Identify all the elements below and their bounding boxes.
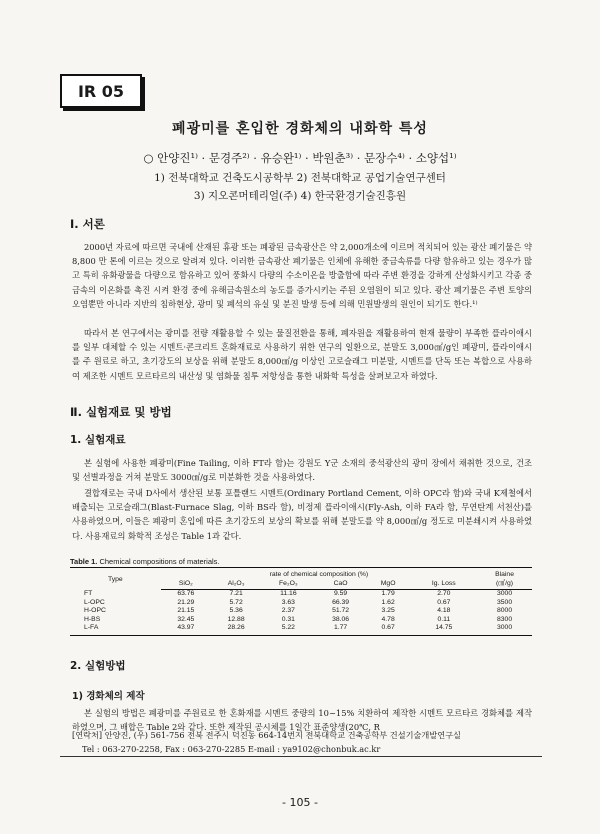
table-1-col-header: CaO xyxy=(315,579,365,590)
table-cell: 14.75 xyxy=(411,624,478,635)
subsection-heading-materials: 1. 실험재료 xyxy=(70,434,126,446)
contact-address: [연락처] 안양진, (우) 561-756 전북 전주시 덕진동 664-14번지 전북대학교 건축공학부 건설기술개발연구실 xyxy=(72,730,461,740)
table-1-blaine-unit: (㎠/g) xyxy=(477,579,532,590)
table-cell: 66.39 xyxy=(332,598,350,606)
table-cell: 0.31 xyxy=(281,615,295,623)
table-cell: 28.26 xyxy=(211,624,261,635)
table-cell: 5.22 xyxy=(261,624,315,635)
table-cell: 3.25 xyxy=(381,607,395,615)
table-1-group-header: rate of chemical composition (%) xyxy=(161,568,477,580)
table-cell: 43.97 xyxy=(161,624,211,635)
page-number: - 105 - xyxy=(282,796,318,809)
table-1-col-header: Ig. Loss xyxy=(411,579,478,590)
intro-paragraph-1: 2000년 자료에 따르면 국내에 산재된 휴광 또는 폐광된 금속광산은 약 2,000개소에 이르며 적치되어 있는 광산 폐기물은 약 8,800 만 톤에 이르는 것으로 알려져 있다. 이러한 금속광산 폐기물은 인체에 유해한 중금속류를 다량 함유하고 있는 경우가 많고 특히 유화광물을 다량으로 함유하고 있어 풍화시 다량의 수소이온을 방출함에 따라 주변 환경을 강하게 산성화시키고 각종 중금속의 이온화를 촉진 시켜 환경 중에 유해금속원소의 농도를 증가시키는 주된 오염원이 되고 있다. 광산 폐기물은 주변 토양의 오염뿐만 아니라 지반의 침하현상, 광미 및 폐석의 유실 및 분진 발생 등에 의해 민원발생의 원인이 되기도 한다.¹⁾ xyxy=(72,242,532,309)
table-cell: 2.37 xyxy=(281,607,295,615)
materials-paragraph-1: 본 실험에 사용한 폐광미(Fine Tailing, 이하 FT라 함)는 강원도 Y군 소재의 중석광산의 광미 장에서 채취한 것으로, 건조 및 선별과정을 거쳐 분말도 3000㎠/g로 미분화한 것을 사용하였다. xyxy=(72,458,532,483)
table-1-type-header: Type xyxy=(70,568,161,590)
table-cell: 32.45 xyxy=(177,615,195,623)
table-cell: 0.11 xyxy=(437,615,451,623)
table-1 xyxy=(70,567,532,636)
table-cell-blaine: 8000 xyxy=(496,607,513,615)
table-1-blaine-header: Blaine xyxy=(477,568,532,580)
table-cell: 11.16 xyxy=(280,590,297,597)
table-cell: 51.72 xyxy=(332,607,350,615)
table-cell: 0.67 xyxy=(437,598,451,606)
table-1-col-header: MgO xyxy=(366,579,411,590)
table-1-caption-text: Chemical compositions of materials. xyxy=(97,557,220,566)
table-cell-blaine: 8300 xyxy=(496,615,513,623)
table-cell-type: L-OPC xyxy=(84,598,105,606)
table-cell-type: L-FA xyxy=(70,624,161,635)
section-heading-intro: Ⅰ. 서론 xyxy=(70,217,105,231)
table-row xyxy=(70,624,532,635)
table-cell: 12.88 xyxy=(227,615,245,623)
paper-title: 폐광미를 혼입한 경화체의 내화학 특성 xyxy=(172,121,428,137)
table-cell: 5.72 xyxy=(229,598,243,606)
table-cell: 1.62 xyxy=(381,598,395,606)
table-cell: 3.63 xyxy=(281,598,295,606)
table-cell: 0.67 xyxy=(366,624,411,635)
table-cell: 4.78 xyxy=(381,615,395,623)
table-1-caption-label: Table 1. xyxy=(70,557,98,566)
table-cell: 1.79 xyxy=(381,590,395,597)
table-cell: 21.15 xyxy=(177,607,195,615)
table-row xyxy=(70,599,532,608)
table-cell: 38.06 xyxy=(332,615,350,623)
table-cell-type: FT xyxy=(84,589,93,597)
subsection-heading-experiment: 2. 실험방법 xyxy=(70,660,126,672)
materials-paragraph-2: 결합재로는 국내 D사에서 생산된 보통 포틀랜드 시멘트(Ordinary Portland Cement, 이하 OPC라 함)와 국내 K제철에서 배출되는 고로슬래그(Blast-Furnace Slag, 이하 BS라 함), 비정제 플라이애시(Fly-Ash, 이하 FA라 함, 무연탄계 서천산)를 사용하였으며, 이들은 폐광미 혼입에 따른 초기강도의 보상의 확보를 위해 분말도를 약 8,000㎠/g 정도로 미분쇄시켜 사용하였다. 사용재료의 화학적 조성은 Table 1과 같다. xyxy=(72,488,532,541)
affiliation-line-1: 1) 전북대학교 건축도시공학부 2) 전북대학교 공업기술연구센터 xyxy=(154,172,446,184)
author-list: ○ 안양진¹⁾ · 문경주²⁾ · 유승완¹⁾ · 박원춘³⁾ · 문장수⁴⁾ · 소양섭¹⁾ xyxy=(143,151,457,165)
table-cell: 7.21 xyxy=(229,590,243,597)
table-row xyxy=(70,607,532,616)
table-cell: 9.59 xyxy=(333,590,348,597)
table-cell: 63.76 xyxy=(177,590,195,597)
table-cell: 1.77 xyxy=(315,624,365,635)
affiliation-line-2: 3) 지오콘머테리얼(주) 4) 한국환경기술진흥원 xyxy=(193,190,407,202)
table-cell: 4.18 xyxy=(437,607,451,615)
intro-paragraph-2: 따라서 본 연구에서는 광미를 전량 재활용할 수 있는 물질전환을 통해, 폐자원을 재활용하여 현재 물량이 부족한 플라이애시를 일부 대체할 수 있는 시멘트·콘크리트 혼화재료로 사용하기 위한 연구의 일환으로, 분말도 3,000㎠/g인 폐광미, 플라이애시를 주 원료로 하고, 초기강도의 보상을 위해 분말도 8,000㎠/g 이상인 고로슬래그 미분말, 시멘트를 단독 또는 복합으로 사용하여 제조한 시멘트 모르타르의 내산성 및 염화물 침투 저항성을 통한 내화학 특성을 살펴보고자 하였다. xyxy=(72,328,532,381)
table-1-col-header: SiO₂ xyxy=(161,579,211,590)
footnote-divider xyxy=(60,756,542,757)
table-row xyxy=(70,616,532,625)
table-cell-type: H-BS xyxy=(84,615,101,623)
table-cell: 5.36 xyxy=(229,607,243,615)
specimen-paragraph: 본 실험의 방법은 폐광미를 주원료로 한 혼화재를 시멘트 중량의 10~15% 치환하여 제작한 시멘트 모르타르 경화체를 제작하였으며, 그 배합은 Table 2와 같다. 또한 제작된 공시체를 1일간 표준양생(20℃, R xyxy=(72,708,532,733)
table-cell: 21.29 xyxy=(177,598,195,606)
session-tag: IR 05 xyxy=(60,74,142,108)
table-cell-blaine: 3000 xyxy=(496,590,513,597)
table-row xyxy=(70,590,532,599)
sub-subsection-heading-specimen: 1) 경화체의 제작 xyxy=(72,691,145,702)
contact-phone-email: Tel : 063-270-2258, Fax : 063-270-2285 E-mail : ya9102@chonbuk.ac.kr xyxy=(82,744,381,754)
section-heading-method: Ⅱ. 실험재료 및 방법 xyxy=(70,405,172,419)
table-1-caption xyxy=(70,557,220,566)
table-1-col-header: Al₂O₃ xyxy=(211,579,261,590)
table-1-col-header: Fe₂O₃ xyxy=(261,579,315,590)
table-cell-blaine: 3000 xyxy=(477,624,532,635)
table-cell: 2.70 xyxy=(437,590,451,597)
table-cell-type: H-OPC xyxy=(84,607,106,615)
table-cell-blaine: 3500 xyxy=(496,598,513,606)
